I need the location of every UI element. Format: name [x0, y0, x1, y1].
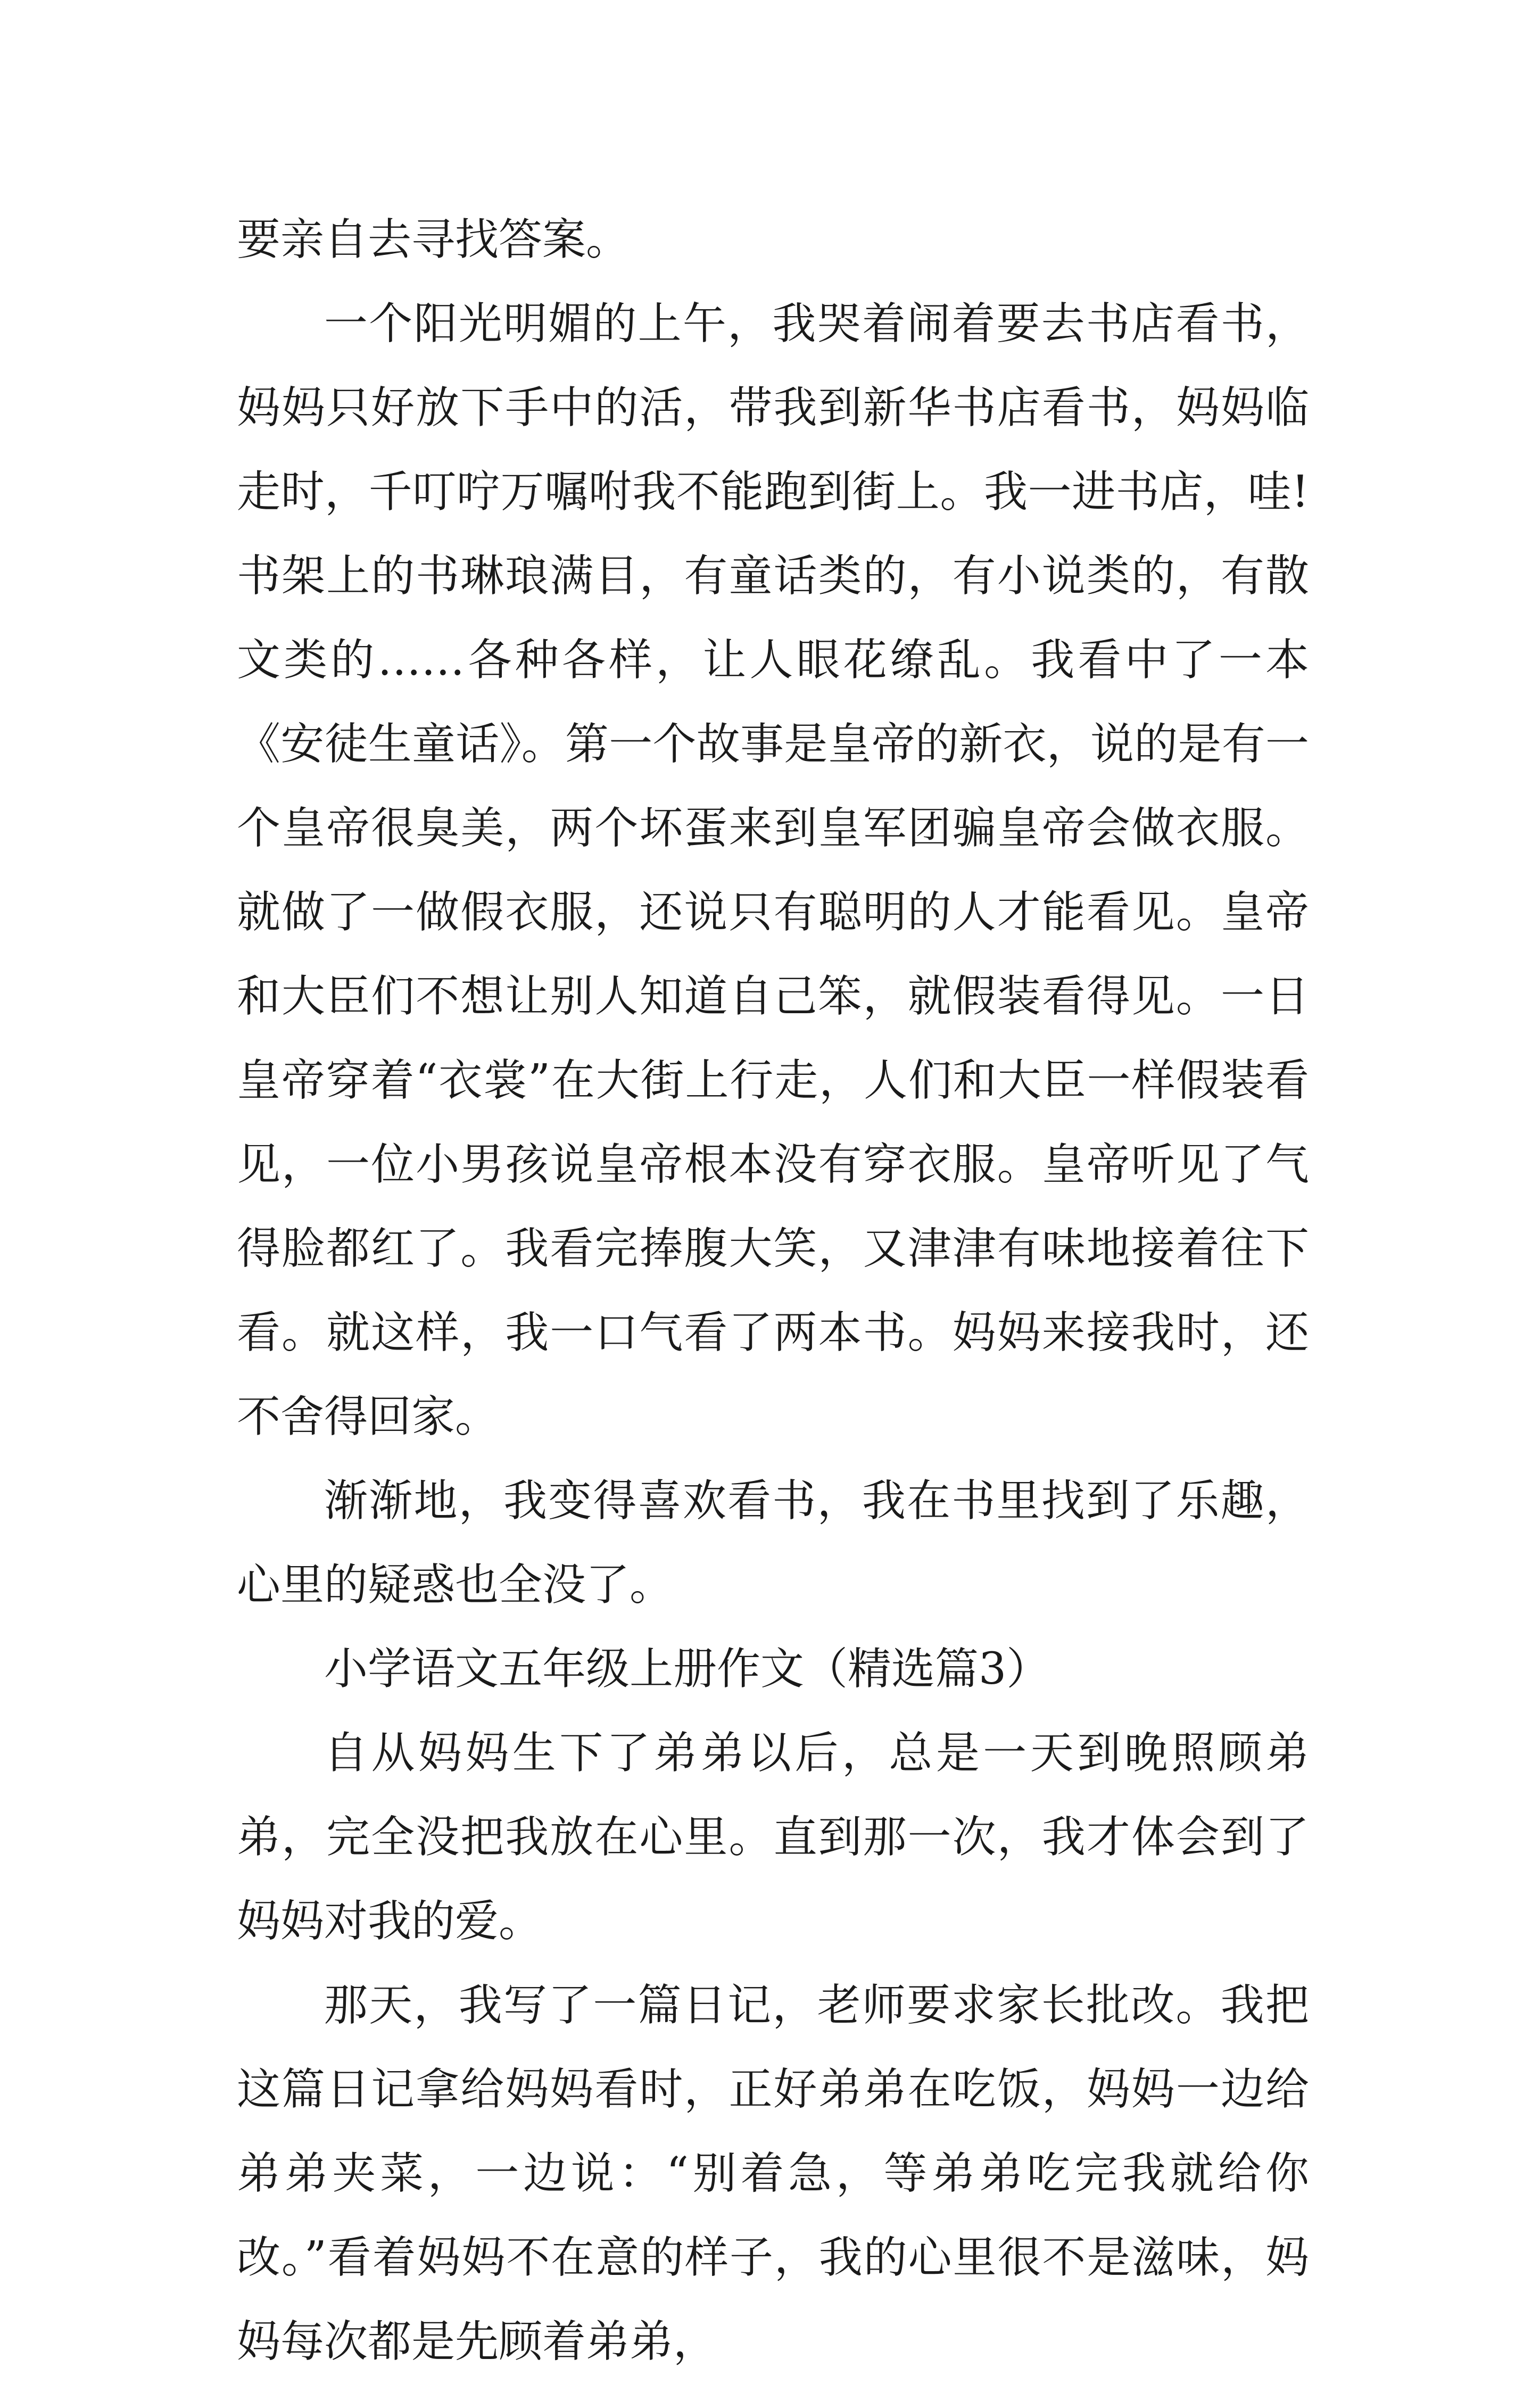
paragraph: 要亲自去寻找答案。 — [237, 214, 630, 265]
paragraph: 渐渐地，我变得喜欢看书，我在书里找到了乐趣，心里的疑惑也全没了。 — [237, 1476, 1309, 1610]
section-heading: 小学语文五年级上册作文（精选篇3） — [324, 1644, 1050, 1694]
body-text — [237, 198, 1309, 2384]
paragraph: 自从妈妈生下了弟弟以后，总是一天到晚照顾弟弟，完全没把我放在心里。直到那一次，我才体会到了妈妈对我的爱。 — [237, 1728, 1309, 1947]
paragraph: 一个阳光明媚的上午，我哭着闹着要去书店看书，妈妈只好放下手中的活，带我到新华书店看书，妈妈临走时，千叮咛万嘱咐我不能跑到街上。我一进书店，哇!书架上的书琳琅满目，有童话类的，有小说类的，有散文类的……各种各样，让人眼花缭乱。我看中了一本《安徒生童话》。第一个故事是皇帝的新衣，说的是有一个皇帝很臭美，两个坏蛋来到皇军团骗皇帝会做衣服。就做了一做假衣服，还说只有聪明的人才能看见。皇帝和大臣们不想让别人知道自己笨，就假装看得见。一日皇帝穿着“衣裳”在大街上行走，人们和大臣一样假装看见，一位小男孩说皇帝根本没有穿衣服。皇帝听见了气得脸都红了。我看完捧腹大笑，又津津有味地接着往下看。就这样，我一口气看了两本书。妈妈来接我时，还不舍得回家。 — [237, 299, 1309, 1442]
paragraph: 那天，我写了一篇日记，老师要求家长批改。我把这篇日记拿给妈妈看时，正好弟弟在吃饭，妈妈一边给弟弟夹菜，一边说：“别着急，等弟弟吃完我就给你改。”看着妈妈不在意的样子，我的心里很不是滋味，妈妈每次都是先顾着弟弟， — [237, 1980, 1309, 2367]
